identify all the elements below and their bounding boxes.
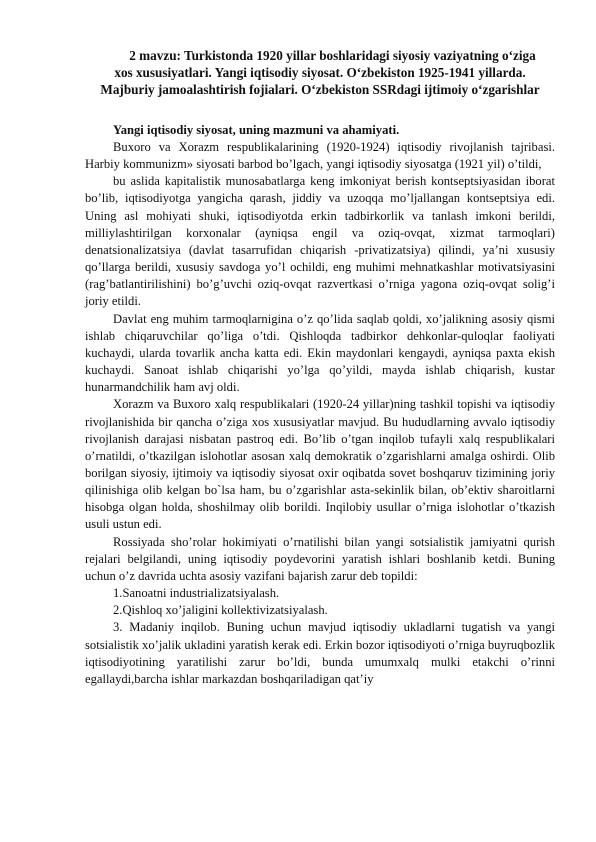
section-heading: Yangi iqtisodiy siyosat, uning mazmuni va ahamiyati. xyxy=(113,123,400,137)
list-item-1: 1.Sanoatni industrializatsiyalash. xyxy=(113,586,280,601)
paragraph-1: Buxoro va Xorazm respublikalarining (1920-1924) iqtisodiy rivojlanish tajribasi. Harbiy kommunizm» siyosati barbod bo’lgach, yangi iqtisodiy siyosatga (1921 yil) o’tildi, xyxy=(85,140,555,172)
paragraph-4: Xorazm va Buxoro xalq respublikalari (1920-24 yillar)ning tashkil topishi va iqtisodiy rivojlanishida bir qancha o’ziga xos xususiyatlar mavjud. Bu hududlarning avvalo iqtisodiy rivojlanish darajasi nisbatan pastroq edi. Bo’lib o’tgan inqilob tufayli xalq respublikalari o’rnatildi, o’tkazilgan islohotlar asosan xalq demokratik o’zgarishlarni amalga oshirdi. Olib borilgan siyosiy, ijtimoiy va iqtisodiy siyosat oxir oqibatda sovet boshqaruv tizimining joriy qilinishiga olib kelgan bo`lsa ham, bu o’zgarishlar asta-sekinlik bilan, ob’ektiv sharoitlarni hisobga olgan holda, shoshilmay olib borildi. Inqilobiy usullar o’rniga islohotlar o’tkazish usuli ustun edi. xyxy=(85,397,555,532)
title-line-3: Majburiy jamoalashtirish fojialari. O‘zbekiston SSRdagi ijtimoiy o‘zgarishlar xyxy=(100,82,540,97)
title-line-1: 2 mavzu: Turkistonda 1920 yillar boshlaridagi siyosiy vaziyatning o‘ziga xyxy=(129,48,536,63)
list-item-2: 2.Qishloq xo’jaligini kollektivizatsiyalash. xyxy=(113,603,328,618)
paragraph-3: Davlat eng muhim tarmoqlarnigina o’z qo’lida saqlab qoldi, xo’jalikning asosiy qismi ishlab chiqaruvchilar qo’liga o’tdi. Qishloqda tadbirkor dehkonlar-quloqlar faoliyati kuchaydi, ularda tovarlik ancha katta edi. Ekin maydonlari kengaydi, ayniqsa paxta ekish kuchaydi. Sanoat ishlab chiqarishi yo’lga qo’yildi, mayda ishlab chiqarish, kustar hunarmandchilik ham avj oldi. xyxy=(85,311,555,395)
document-page xyxy=(85,47,555,688)
paragraph-2: bu aslida kapitalistik munosabatlarga keng imkoniyat berish kontseptsiyasidan iborat bo’lib, iqtisodiyotga yangicha qarash, jiddiy va uzoqqa mo’ljallangan kontseptsiya edi. Uning asl mohiyati shuki, iqtisodiyotda erkin tadbirkorlik va tanlash imkoni berildi, milliylashtirilgan korxonalar (ayniqsa engil va oziq-ovqat, xizmat tarmoqlari) denatsionalizatsiya (davlat tasarrufidan chiqarish -privatizatsiya) qilindi, ya’ni xususiy qo’llarga berildi, xususiy savdoga yo’l ochildi, eng muhimi mehnatkashlar motivatsiyasini (rag’batlantirilishini) bo’g’uvchi oziq-ovqat razvertkasi o’rniga yagona oziq-ovqat solig’i joriy etildi. xyxy=(85,174,555,309)
paragraph-6: 3. Madaniy inqilob. Buning uchun mavjud iqtisodiy ukladlarni tugatish va yangi sotsialistik xo’jalik ukladini yaratish kerak edi. Erkin bozor iqtisodiyoti o’rniga buyruqbozlik iqtisodiyotining yaratilishi zarur bo’ldi, bunda umumxalq mulki etakchi o’rinni egallaydi,barcha ishlar markazdan boshqariladigan qat’iy xyxy=(85,620,555,686)
title-line-2: xos xususiyatlari. Yangi iqtisodiy siyosat. O‘zbekiston 1925-1941 yillarda. xyxy=(114,65,526,80)
document-title xyxy=(85,47,555,98)
paragraph-5: Rossiyada sho’rolar hokimiyati o’rnatilishi bilan yangi sotsialistik jamiyatni qurish rejalari belgilandi, uning iqtisodiy poydevorini yaratish ishlari boshlanib ketdi. Buning uchun o’z davrida uchta asosiy vazifani bajarish zarur deb topildi: xyxy=(85,534,555,583)
